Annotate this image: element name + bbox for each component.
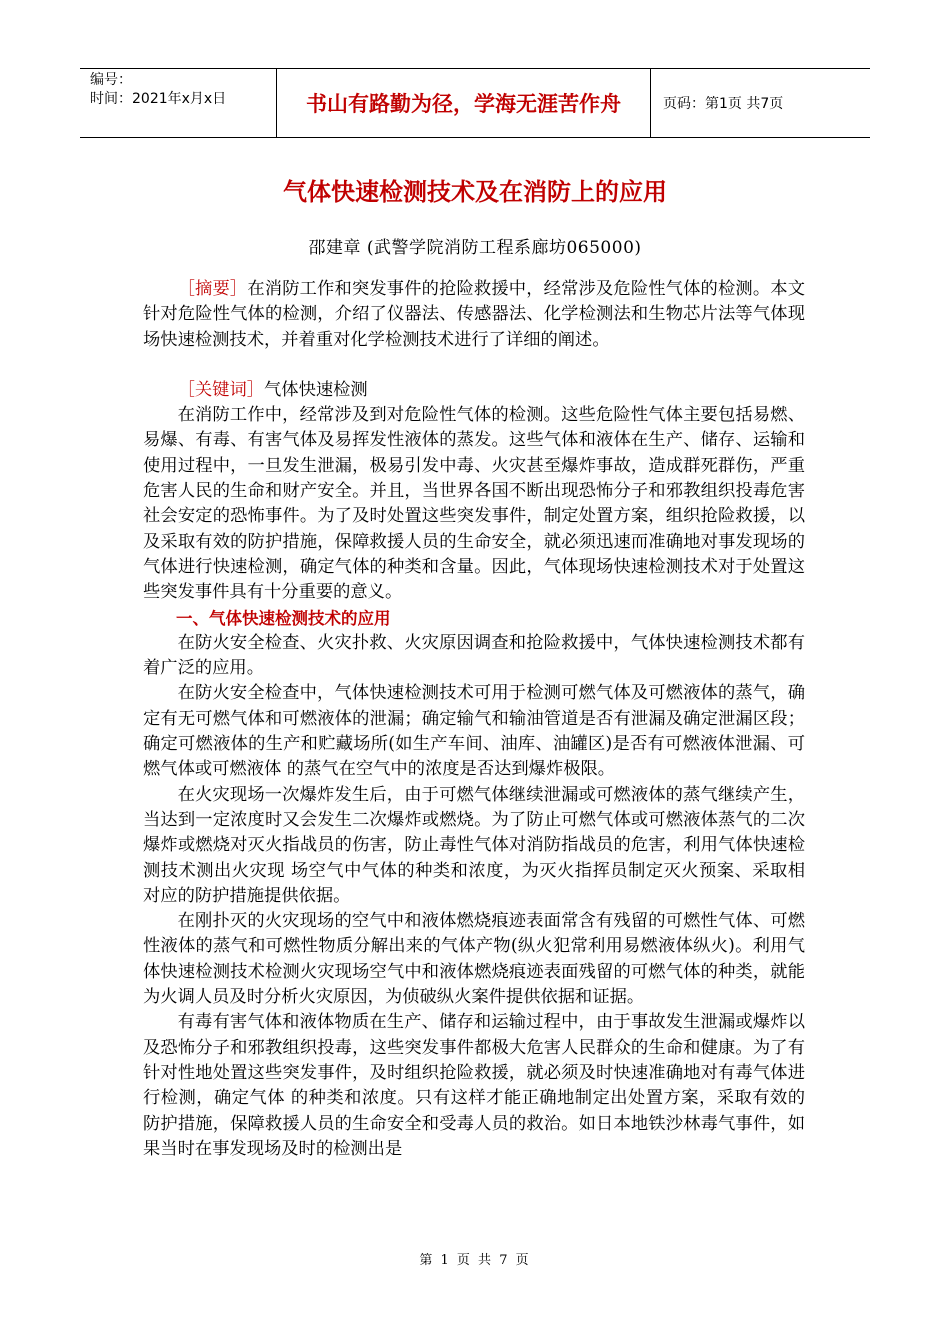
section-heading-1: 一、气体快速检测技术的应用 [176,608,391,628]
abstract-text: 在消防工作和突发事件的抢险救援中，经常涉及危险性气体的检测。本文针对危险性气体的检测，介绍了仪器法、传感器法、化学检测法和生物芯片法等气体现场快速检测技术，并着重对化学检测技术进行了详细的阐述。 [143,279,805,350]
header-table [80,68,870,138]
abstract-label: ［摘要］ [177,279,248,299]
header-meta [80,69,277,137]
paragraph-5: 在刚扑灭的火灾现场的空气中和液体燃烧痕迹表面常含有残留的可燃性气体、可燃性液体的蒸气和可燃性物质分解出来的气体产物(纵火犯常利用易燃液体纵火)。利用气体快速检测技术检测火灾现场空气中和液体燃烧痕迹表面残留的可燃气体的种类，就能为火调人员及时分析火灾原因，为侦破纵火案件提供依据和证据。 [143,911,805,1008]
keywords-paragraph [143,378,805,403]
keywords-label: ［关键词］ [177,379,265,400]
paragraph-2: 在防火安全检查、火灾扑救、火灾原因调查和抢险救援中，气体快速检测技术都有着广泛的应用。 [143,632,805,679]
paragraph-3: 在防火安全检查中，气体快速检测技术可用于检测可燃气体及可燃液体的蒸气，确定有无可燃气体和可燃液体的泄漏；确定输气和输油管道是否有泄漏及确定泄漏区段；确定可燃液体的生产和贮藏场所(如生产车间、油库、油罐区)是否有可燃液体泄漏、可燃气体或可燃液体 的蒸气在空气中的浓度是否达到爆炸极限。 [143,683,805,780]
header-motto: 书山有路勤为径，学海无涯苦作舟 [277,69,651,137]
paragraph-1: 在消防工作中，经常涉及到对危险性气体的检测。这些危险性气体主要包括易燃、易爆、有毒、有害气体及易挥发性液体的蒸发。这些气体和液体在生产、储存、运输和使用过程中，一旦发生泄漏，极易引发中毒、火灾甚至爆炸事故，造成群死群伤，严重危害人民的生命和财产安全。并且，当世界各国不断出现恐怖分子和邪教组织投毒危害社会安定的恐怖事件。为了及时处置这些突发事件，制定处置方案，组织抢险救援，以及采取有效的防护措施，保障救援人员的生命安全，就必须迅速而准确地对事发现场的气体进行快速检测，确定气体的种类和含量。因此，气体现场快速检测技术对于处置这些突发事件具有十分重要的意义。 [143,405,805,603]
header-page-info: 页码：第1页 共7页 [663,96,784,112]
number-label: 编号： [90,72,132,88]
abstract-paragraph [143,277,805,353]
document-body [143,277,805,1162]
paragraph-4: 在火灾现场一次爆炸发生后，由于可燃气体继续泄漏或可燃液体的蒸气继续产生，当达到一定浓度时又会发生二次爆炸或燃烧。为了防止可燃气体或可燃液体蒸气的二次爆炸或燃烧对灭火指战员的伤害，防止毒性气体对消防指战员的危害，利用气体快速检测技术测出火灾现 场空气中气体的种类和浓度，为灭火指挥员制定灭火预案、采取相对应的防护措施提供依据。 [143,784,805,906]
page-footer: 第 1 页 共 7 页 [419,1253,531,1268]
keywords-text: 气体快速检测 [264,379,368,400]
paragraph-6: 有毒有害气体和液体物质在生产、储存和运输过程中，由于事故发生泄漏或爆炸以及恐怖分子和邪教组织投毒，这些突发事件都极大危害人民群众的生命和健康。为了有针对性地处置这些突发事件，及时组织抢险救援，就必须及时快速准确地对有毒气体进行检测，确定气体 的种类和浓度。只有这样才能正确地制定出处置方案，采取有效的防护措施，保障救援人员的生命安全和受毒人员的救治。如日本地铁沙林毒气事件，如果当时在事发现场及时的检测出是 [143,1012,805,1159]
author-line: 邵建章 (武警学院消防工程系廊坊065000) [308,238,642,258]
spacer [143,353,805,378]
document-title: 气体快速检测技术及在消防上的应用 [283,178,667,206]
time-label: 时间：2021年x月x日 [90,91,227,107]
